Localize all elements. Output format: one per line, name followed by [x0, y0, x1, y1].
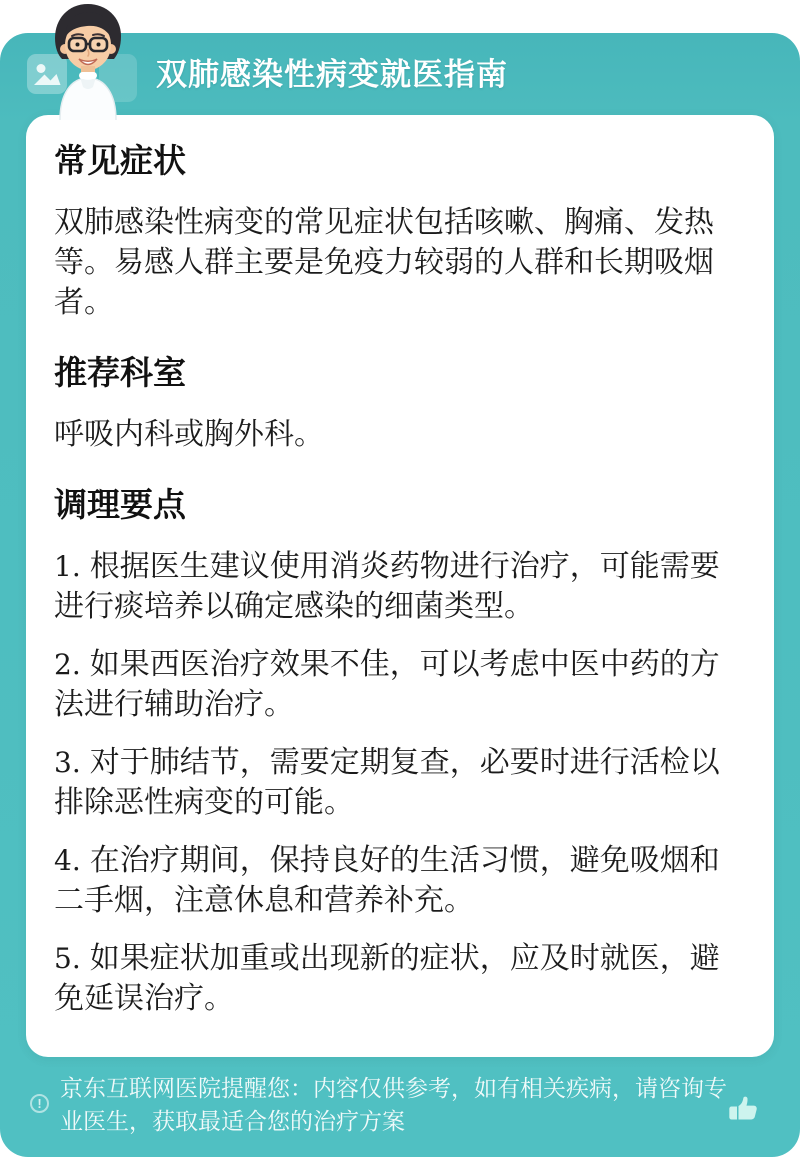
doctor-avatar: [42, 0, 134, 119]
care-item-2: [54, 645, 746, 725]
section-heading-symptoms: 常见症状: [54, 142, 186, 179]
item-number: 5.: [54, 942, 81, 975]
info-icon: !: [30, 1094, 49, 1113]
disclaimer-footer: [28, 1072, 772, 1162]
item-text: 如果西医治疗效果不佳，可以考虑中医中药的方法进行辅助治疗。: [54, 648, 720, 721]
thumbs-up-icon[interactable]: [726, 1090, 762, 1126]
disclaimer-text: 京东互联网医院提醒您：内容仅供参考，如有相关疾病，请咨询专业医生，获取最适合您的治疗方案: [60, 1075, 727, 1134]
content-card: [26, 115, 774, 1057]
department-paragraph: 呼吸内科或胸外科。: [54, 418, 324, 451]
symptoms-paragraph: 双肺感染性病变的常见症状包括咳嗽、胸痛、发热等。易感人群主要是免疫力较弱的人群和长期吸烟者。: [54, 206, 714, 319]
item-text: 如果症状加重或出现新的症状，应及时就医，避免延误治疗。: [54, 942, 720, 1015]
message-card: [0, 33, 800, 1157]
section-heading-care: 调理要点: [54, 486, 186, 523]
care-item-5: [54, 939, 746, 1019]
item-text: 在治疗期间，保持良好的生活习惯，避免吸烟和二手烟，注意休息和营养补充。: [54, 844, 720, 917]
page-title: 双肺感染性病变就医指南: [156, 57, 508, 92]
item-text: 根据医生建议使用消炎药物进行治疗，可能需要进行痰培养以确定感染的细菌类型。: [54, 550, 720, 623]
section-heading-department: 推荐科室: [54, 354, 186, 391]
item-number: 4.: [54, 844, 81, 877]
care-item-1: [54, 547, 746, 627]
item-number: 1.: [54, 550, 81, 583]
care-item-3: [54, 743, 746, 823]
item-text: 对于肺结节，需要定期复查，必要时进行活检以排除恶性病变的可能。: [54, 746, 720, 819]
item-number: 2.: [54, 648, 81, 681]
item-number: 3.: [54, 746, 81, 779]
care-item-4: [54, 841, 746, 921]
